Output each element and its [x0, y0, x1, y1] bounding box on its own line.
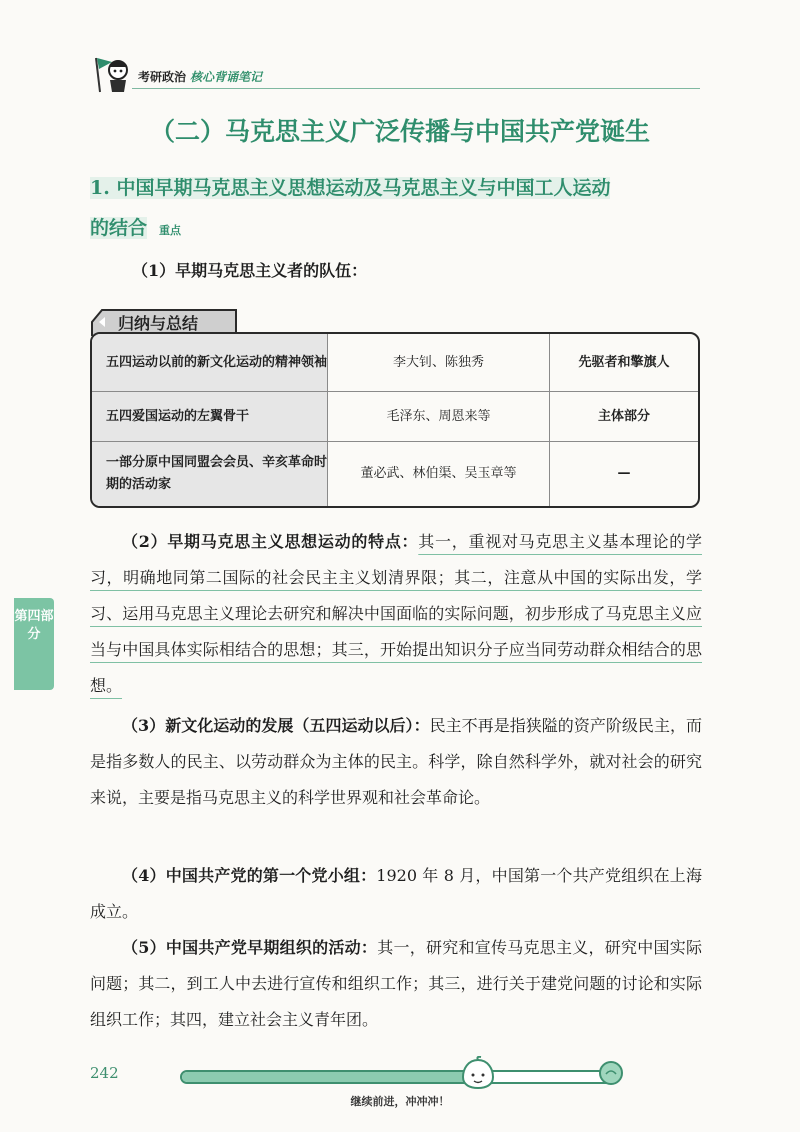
section-title: （二）马克思主义广泛传播与中国共产党诞生 [149, 117, 650, 146]
page-number: 242 [90, 1064, 119, 1082]
item3-paragraph [90, 708, 702, 816]
table-cell-group: 一部分原中国同盟会会员、辛亥革命时期的活动家 [92, 442, 328, 506]
item5-lead: （5）中国共产党早期组织的活动： [122, 938, 378, 957]
progress-track [180, 1070, 620, 1084]
table-cell-group: 五四爱国运动的左翼骨干 [92, 392, 328, 441]
item3-lead: （3）新文化运动的发展（五四运动以后）： [122, 716, 430, 735]
header-divider [132, 88, 700, 89]
mascot-face-icon [460, 1056, 496, 1090]
part-side-tab [14, 598, 54, 690]
mascot-with-flag-icon [90, 54, 134, 94]
table-row [92, 442, 698, 506]
header-title-main: 考研政治 [138, 70, 187, 84]
header-title-accent: 核心背诵笔记 [190, 70, 263, 84]
table-cell-people: 李大钊、陈独秀 [328, 334, 550, 391]
footer-motto: 继续前进，冲冲冲！ [350, 1095, 450, 1108]
table-row [92, 334, 698, 392]
item4-lead: （4）中国共产党的第一个党小组： [122, 866, 377, 885]
goal-circle-icon [598, 1060, 624, 1086]
item5-paragraph [90, 930, 702, 1038]
subsection-title-line1: 1. 中国早期马克思主义思想运动及马克思主义与中国工人运动 [90, 177, 611, 199]
summary-table [90, 332, 700, 508]
item3-body: 民主不再是指狭隘的资产阶级民主，而是指多数人的民主、以劳动群众为主体的民主。科学，除自然科学外，就对社会的研究来说，主要是指马克思主义的科学世界观和社会革命论。 [90, 716, 702, 807]
table-cell-role: — [617, 466, 631, 481]
item2-body: 其一，重视对马克思主义基本理论的学习，明确地同第二国际的社会民主主义划清界限；其二，注意从中国的实际出发，学习、运用马克思主义理论去研究和解决中国面临的实际问题，初步形成了马克思主义应当与中国具体实际相结合的思想；其三，开始提出知识分子应当同劳动群众相结合的思想。 [90, 532, 702, 695]
table-cell-role: 主体部分 [597, 408, 650, 424]
item1-heading: （1）早期马克思主义者的队伍： [132, 261, 368, 280]
item4-paragraph [90, 858, 702, 930]
subsection-title-line2: 的结合 重点 [90, 217, 182, 239]
table-row [92, 392, 698, 442]
table-cell-group: 五四运动以前的新文化运动的精神领袖 [92, 334, 328, 391]
book-header-title [138, 68, 262, 85]
table-cell-people: 董必武、林伯渠、吴玉章等 [328, 442, 550, 506]
summary-tab-label: 归纳与总结 [118, 314, 199, 333]
key-point-badge: 重点 [159, 224, 182, 237]
item4-body: 1920 年 8 月，中国第一个共产党组织在上海成立。 [90, 866, 702, 921]
part-side-label: 第四部分 [14, 609, 54, 642]
item2-paragraph [90, 524, 702, 704]
reading-progress-bar [180, 1070, 620, 1084]
item2-lead: （2）早期马克思主义思想运动的特点： [122, 532, 419, 551]
progress-fill [182, 1072, 487, 1082]
table-cell-role: 先驱者和擎旗人 [578, 354, 670, 370]
table-cell-people: 毛泽东、周恩来等 [328, 392, 550, 441]
item5-body: 其一，研究和宣传马克思主义，研究中国实际问题；其二，到工人中去进行宣传和组织工作；其三，进行关于建党问题的讨论和实际组织工作；其四，建立社会主义青年团。 [90, 938, 702, 1029]
